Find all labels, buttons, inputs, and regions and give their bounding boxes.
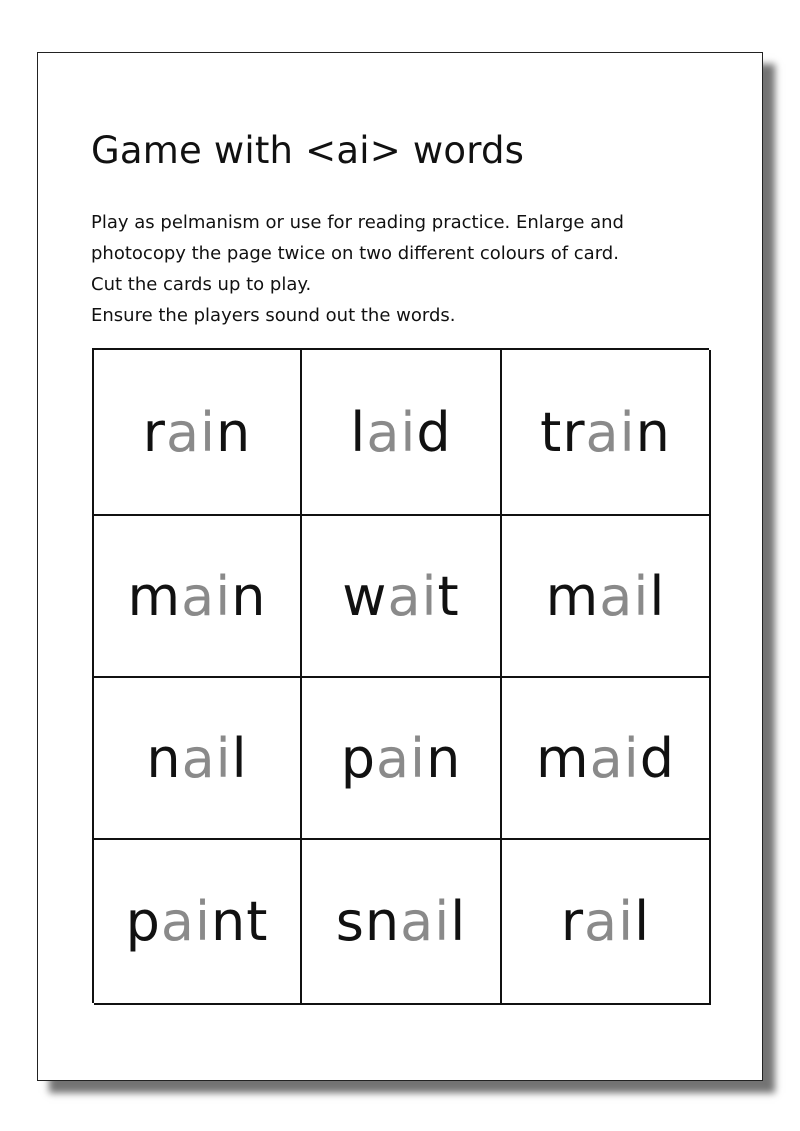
word-ending: d xyxy=(639,726,675,790)
word-onset: tr xyxy=(540,400,586,464)
word-ending: n xyxy=(216,400,252,464)
ai-highlight: ai xyxy=(584,890,635,953)
card-word xyxy=(342,565,459,628)
card-word xyxy=(143,401,252,464)
card-word xyxy=(350,401,451,464)
word-ending: d xyxy=(416,400,452,464)
card-word xyxy=(561,890,650,953)
instructions xyxy=(91,207,731,331)
ai-highlight: ai xyxy=(387,564,438,628)
word-card-grid xyxy=(92,348,709,1003)
word-onset: n xyxy=(146,726,182,790)
word-ending: nt xyxy=(210,890,269,953)
word-card[interactable] xyxy=(502,840,711,1005)
word-card[interactable] xyxy=(94,840,302,1005)
word-ending: l xyxy=(450,890,467,953)
word-onset: m xyxy=(127,564,182,628)
word-card[interactable] xyxy=(502,678,711,840)
ai-highlight: ai xyxy=(375,726,427,790)
ai-highlight: ai xyxy=(400,890,451,953)
word-card[interactable] xyxy=(502,350,711,516)
word-onset: r xyxy=(142,400,166,464)
card-word xyxy=(126,890,269,953)
ai-highlight: ai xyxy=(599,564,650,628)
page-title: Game with <ai> words xyxy=(91,129,525,172)
word-card[interactable] xyxy=(302,840,502,1005)
word-onset: r xyxy=(560,890,585,953)
word-onset: p xyxy=(340,726,376,790)
card-word xyxy=(540,401,671,464)
word-ending: l xyxy=(634,890,651,953)
word-ending: n xyxy=(635,400,671,464)
word-card[interactable] xyxy=(302,678,502,840)
word-onset: w xyxy=(342,564,388,628)
word-card[interactable] xyxy=(94,516,302,678)
word-card[interactable] xyxy=(302,350,502,516)
word-ending: n xyxy=(231,564,267,628)
ai-highlight: ai xyxy=(589,726,640,790)
ai-highlight: ai xyxy=(165,400,217,464)
card-word xyxy=(341,727,462,790)
word-card[interactable] xyxy=(94,350,302,516)
word-onset: l xyxy=(350,400,367,464)
instruction-line: photocopy the page twice on two different colours of card. xyxy=(91,243,619,264)
word-onset: sn xyxy=(335,890,401,953)
instruction-line: Cut the cards up to play. xyxy=(91,274,312,295)
word-onset: p xyxy=(125,890,161,953)
ai-highlight: ai xyxy=(181,564,232,628)
card-word xyxy=(146,727,247,790)
card-word xyxy=(128,565,267,628)
word-onset: m xyxy=(545,564,600,628)
word-ending: l xyxy=(231,726,248,790)
ai-highlight: ai xyxy=(366,400,417,464)
instruction-line: Play as pelmanism or use for reading practice. Enlarge and xyxy=(91,212,624,233)
instruction-line: Ensure the players sound out the words. xyxy=(91,305,456,326)
card-word xyxy=(536,727,675,790)
word-ending: t xyxy=(437,564,460,628)
card-word xyxy=(336,890,466,953)
word-ending: n xyxy=(426,726,462,790)
card-word xyxy=(546,565,666,628)
word-card[interactable] xyxy=(502,516,711,678)
word-card[interactable] xyxy=(94,678,302,840)
ai-highlight: ai xyxy=(585,400,636,464)
worksheet-page xyxy=(37,52,763,1081)
word-card[interactable] xyxy=(302,516,502,678)
word-onset: m xyxy=(536,726,590,790)
ai-highlight: ai xyxy=(160,890,211,953)
ai-highlight: ai xyxy=(181,726,232,790)
word-ending: l xyxy=(649,564,666,628)
